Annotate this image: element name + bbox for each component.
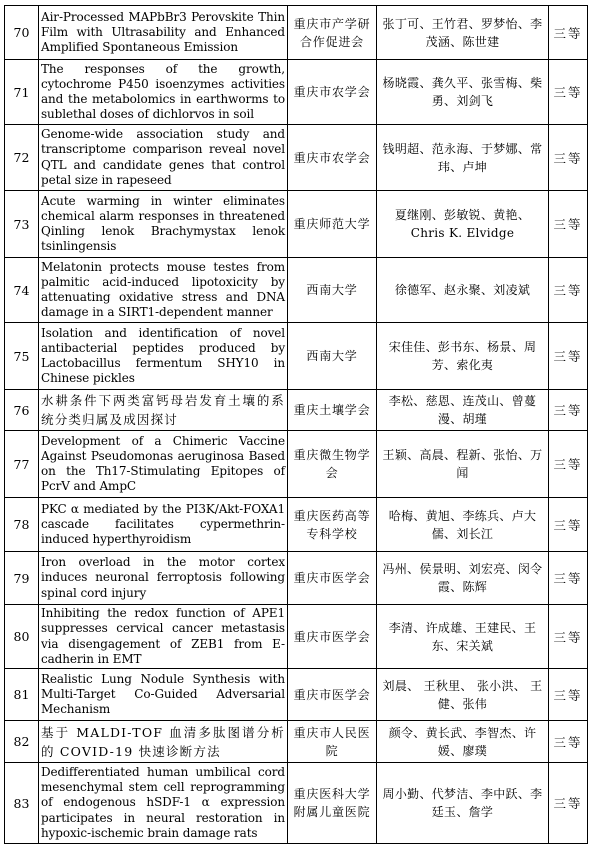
authors: 杨晓霞、龚久平、张雪梅、柴勇、刘剑飞 (377, 60, 549, 125)
paper-title: Dedifferentiated human umbilical cord mesenchymal stem cell reprogramming of endogenous hSDF-1 α expression participates in neural restoration in hypoxic-ischemic brain damage rats (39, 763, 288, 844)
row-number: 74 (5, 258, 39, 323)
award-grade: 三等 (549, 721, 588, 763)
row-number: 72 (5, 125, 39, 191)
award-table (4, 5, 588, 844)
authors: 李清、许成雄、王建民、王东、宋关斌 (377, 605, 549, 669)
authors: 周小勤、代梦洁、李中跃、李廷玉、詹学 (377, 763, 549, 844)
paper-title: Air-Processed MAPbBr3 Perovskite Thin Film with Ultrasability and Enhanced Amplified Spontaneous Emission (39, 6, 288, 60)
row-number: 82 (5, 721, 39, 763)
nominating-unit: 重庆土壤学会 (288, 390, 377, 431)
table-row (5, 763, 588, 844)
nominating-unit: 重庆市人民医院 (288, 721, 377, 763)
paper-title: The responses of the growth, cytochrome P450 isoenzymes activities and the metabolomics in earthworms to sublethal doses of dichlorvos in soil (39, 60, 288, 125)
authors: 张丁可、王竹君、罗梦怡、李茂涵、陈世建 (377, 6, 549, 60)
authors: 夏继刚、彭敏锐、黄艳、Chris K. Elvidge (377, 191, 549, 258)
award-grade: 三等 (549, 191, 588, 258)
nominating-unit: 重庆医药高等专科学校 (288, 498, 377, 552)
row-number: 79 (5, 552, 39, 605)
nominating-unit: 重庆市医学会 (288, 669, 377, 721)
table-row (5, 431, 588, 498)
nominating-unit: 重庆微生物学会 (288, 431, 377, 498)
nominating-unit: 重庆市产学研合作促进会 (288, 6, 377, 60)
nominating-unit: 重庆医科大学附属儿童医院 (288, 763, 377, 844)
award-grade: 三等 (549, 669, 588, 721)
table-row (5, 605, 588, 669)
award-grade: 三等 (549, 431, 588, 498)
award-grade: 三等 (549, 763, 588, 844)
paper-title: 基于 MALDI-TOF 血清多肽图谱分析的 COVID-19 快速诊断方法 (39, 721, 288, 763)
row-number: 73 (5, 191, 39, 258)
paper-title: Genome-wide association study and transcriptome comparison reveal novel QTL and candidate genes that control petal size in rapeseed (39, 125, 288, 191)
row-number: 71 (5, 60, 39, 125)
row-number: 70 (5, 6, 39, 60)
authors: 颜令、黄长武、李智杰、许媛、廖璞 (377, 721, 549, 763)
paper-title: Inhibiting the redox function of APE1 suppresses cervical cancer metastasis via disengagement of ZEB1 from E-cadherin in EMT (39, 605, 288, 669)
nominating-unit: 西南大学 (288, 323, 377, 390)
table-row (5, 6, 588, 60)
paper-title: Melatonin protects mouse testes from palmitic acid-induced lipotoxicity by attenuating oxidative stress and DNA damage in a SIRT1-dependent manner (39, 258, 288, 323)
table-row (5, 323, 588, 390)
award-grade: 三等 (549, 605, 588, 669)
award-grade: 三等 (549, 390, 588, 431)
authors: 刘晨、 王秋里、 张小洪、 王健、张伟 (377, 669, 549, 721)
nominating-unit: 重庆市医学会 (288, 552, 377, 605)
paper-title: PKC α mediated by the PI3K/Akt-FOXA1 cascade facilitates cypermethrin-induced hyperthyroidism (39, 498, 288, 552)
nominating-unit: 重庆市医学会 (288, 605, 377, 669)
award-grade: 三等 (549, 498, 588, 552)
paper-title: Isolation and identification of novel antibacterial peptides produced by Lactobacillus fermentum SHY10 in Chinese pickles (39, 323, 288, 390)
row-number: 80 (5, 605, 39, 669)
award-table-body (5, 6, 588, 844)
paper-title: Realistic Lung Nodule Synthesis with Multi-Target Co-Guided Adversarial Mechanism (39, 669, 288, 721)
award-grade: 三等 (549, 258, 588, 323)
paper-title: Iron overload in the motor cortex induces neuronal ferroptosis following spinal cord injury (39, 552, 288, 605)
table-row (5, 390, 588, 431)
row-number: 76 (5, 390, 39, 431)
table-row (5, 721, 588, 763)
authors: 王颖、高晨、程新、张怡、万闻 (377, 431, 549, 498)
nominating-unit: 重庆市农学会 (288, 125, 377, 191)
nominating-unit: 重庆市农学会 (288, 60, 377, 125)
row-number: 81 (5, 669, 39, 721)
award-grade: 三等 (549, 323, 588, 390)
table-row (5, 191, 588, 258)
authors: 李松、慈恩、连茂山、曾蔓漫、胡瑾 (377, 390, 549, 431)
award-grade: 三等 (549, 552, 588, 605)
authors: 冯州、侯景明、刘宏亮、闵令霞、陈辉 (377, 552, 549, 605)
authors: 徐德军、赵永聚、刘凌斌 (377, 258, 549, 323)
paper-title: Development of a Chimeric Vaccine Against Pseudomonas aeruginosa Based on the Th17-Stimulating Epitopes of PcrV and AmpC (39, 431, 288, 498)
authors: 哈梅、黄旭、李练兵、卢大儒、刘长江 (377, 498, 549, 552)
table-row (5, 669, 588, 721)
table-row (5, 258, 588, 323)
award-grade: 三等 (549, 60, 588, 125)
paper-title: 水耕条件下两类富钙母岩发育土壤的系统分类归属及成因探讨 (39, 390, 288, 431)
table-row (5, 498, 588, 552)
table-row (5, 552, 588, 605)
paper-title: Acute warming in winter eliminates chemical alarm responses in threatened Qinling lenok Brachymystax lenok tsinlingensis (39, 191, 288, 258)
table-row (5, 125, 588, 191)
row-number: 75 (5, 323, 39, 390)
award-grade: 三等 (549, 6, 588, 60)
authors: 宋佳佳、彭书东、杨景、周芳、索化夷 (377, 323, 549, 390)
nominating-unit: 西南大学 (288, 258, 377, 323)
award-grade: 三等 (549, 125, 588, 191)
row-number: 77 (5, 431, 39, 498)
row-number: 83 (5, 763, 39, 844)
row-number: 78 (5, 498, 39, 552)
nominating-unit: 重庆师范大学 (288, 191, 377, 258)
table-row (5, 60, 588, 125)
authors: 钱明超、范永海、于梦娜、常玮、卢坤 (377, 125, 549, 191)
